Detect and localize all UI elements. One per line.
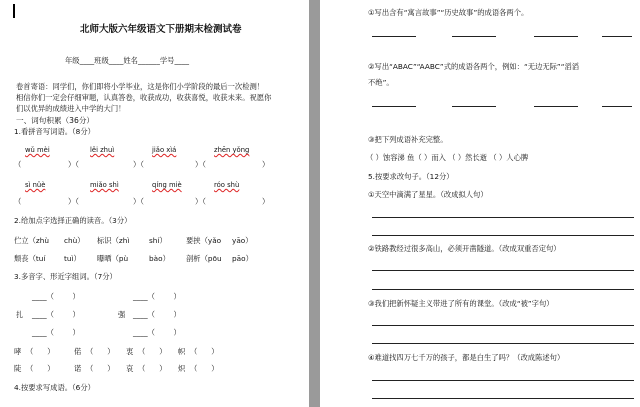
sentence-task-4: ④难道找四万七千万的孩子，都是白生了吗？（改成陈述句） — [368, 353, 565, 362]
item-complete-idioms: ③把下列成语补充完整。 — [368, 135, 448, 144]
answer-box: ） — [262, 197, 270, 206]
answer-box: （ ） — [190, 364, 219, 373]
answer-box: （ ） — [86, 364, 115, 373]
answer-box: （ ） — [26, 347, 55, 356]
left-page — [0, 0, 309, 407]
answer-line — [602, 106, 632, 107]
answer-line — [372, 270, 634, 271]
answer-box: （ ） — [190, 347, 219, 356]
reading-item: 颓丧（tuí — [14, 254, 46, 263]
student-info-line: 年级____班级____姓名______学号____ — [65, 56, 190, 65]
reading-item: bào） — [149, 254, 170, 263]
question-3-heading: 3.多音字、形近字组词。（7分） — [14, 272, 117, 281]
polyphone-char: 扎 — [16, 310, 24, 319]
answer-box: （ ） — [138, 347, 167, 356]
sentence-task-1: ①天空中滴满了星星。（改成拟人句） — [368, 190, 488, 199]
reading-item: 伫立（zhù — [14, 236, 49, 245]
pinyin-6: miǎo shì — [90, 181, 119, 189]
reading-item: 要挟（yǎo — [186, 236, 222, 245]
pinyin-8: róo shù — [214, 181, 240, 189]
pinyin-1: wǔ mèi — [25, 146, 50, 154]
pinyin-7: qíng miè — [152, 181, 182, 189]
similar-char: 帜 — [178, 347, 186, 356]
sentence-task-3: ③我们把新怀疑主义带进了所有的课堂。（改成“被”字句） — [368, 299, 554, 308]
pinyin-4: zhēn yǒng — [214, 146, 250, 154]
answer-line — [372, 36, 416, 37]
intro-line-3: 们以优异的成绩进入中学的大门！ — [16, 104, 126, 113]
answer-line — [372, 380, 634, 381]
answer-line — [452, 106, 496, 107]
pinyin-2: lěi zhuì — [90, 146, 115, 154]
answer-line — [372, 235, 634, 236]
item-idioms-pattern-cont: 不绝”。 — [368, 78, 394, 87]
text-cursor — [13, 4, 15, 18]
answer-line — [372, 217, 634, 218]
blank-row: ____（ ） — [32, 310, 80, 319]
question-4-heading: 4.按要求写成语。（6分） — [14, 383, 95, 392]
answer-box: ）（ — [195, 160, 206, 169]
blank-row: ____（ ） — [133, 310, 181, 319]
answer-line — [372, 343, 634, 344]
sentence-task-2: ②铁路教经过很多高山，必须开凿隧道。（改成双重否定句） — [368, 244, 561, 253]
reading-item: tuì） — [64, 254, 81, 263]
page-title: 北师大版六年级语文下册期末检测试卷 — [80, 24, 242, 35]
intro-line-2: 相信你们一定会仔细审题，认真答卷，收获成功，收获喜悦，收获未来。祝愿你 — [16, 93, 272, 102]
answer-box: ）（ — [195, 197, 206, 206]
blank-row: ____（ ） — [133, 328, 181, 337]
answer-line — [534, 106, 578, 107]
question-2-heading: 2.给加点字选择正确的读音。（3分） — [14, 216, 132, 225]
answer-line — [602, 36, 632, 37]
reading-item: yāo） — [232, 236, 253, 245]
answer-box: ）（ — [133, 197, 144, 206]
answer-box: ） — [262, 160, 270, 169]
idiom-blanks: （ ）蚀容涕 鱼（ ）而入 （ ）然长逝 （ ）人心脾 — [366, 153, 529, 162]
pinyin-3: jiǎo xìá — [152, 146, 177, 154]
right-page — [320, 0, 640, 407]
answer-box: ）（ — [68, 197, 79, 206]
answer-line — [372, 289, 634, 290]
answer-line — [372, 325, 634, 326]
answer-box: （ ） — [86, 347, 115, 356]
answer-box: ）（ — [133, 160, 144, 169]
answer-line — [372, 106, 416, 107]
answer-box: （ — [14, 160, 22, 169]
reading-item: 曝晒（pù — [97, 254, 129, 263]
question-1-heading: 1.看拼音写词语。（8分） — [14, 127, 95, 136]
similar-char: 炽 — [178, 364, 186, 373]
similar-char: 偌 — [74, 347, 82, 356]
pinyin-5: sì nüè — [25, 181, 46, 189]
similar-char: 陡 — [14, 364, 22, 373]
reading-item: 剖析（pōu — [186, 254, 222, 263]
similar-char: 哮 — [14, 347, 22, 356]
answer-box: ）（ — [68, 160, 79, 169]
answer-box: （ ） — [138, 364, 167, 373]
blank-row: ____（ ） — [32, 328, 80, 337]
section-heading-1: 一、词句积累（36分） — [16, 116, 95, 125]
similar-char: 诺 — [74, 364, 82, 373]
item-idioms-pattern: ②写出“ABAC”“AABC”式的成语各两个，例如：“无边无际”“滔滔 — [368, 62, 580, 71]
answer-line — [372, 398, 634, 399]
similar-char: 衷 — [126, 347, 134, 356]
question-5-heading: 5.按要求改句子。（12分） — [368, 172, 454, 181]
blank-row: ____（ ） — [133, 292, 181, 301]
intro-line-1: 卷首寄语：同学们，你们即将小学毕业，这是你们小学阶段的最后一次检测！ — [16, 82, 265, 91]
reading-item: pāo） — [232, 254, 253, 263]
item-idioms-stories: ①写出含有“寓言故事”“历史故事”的成语各两个。 — [368, 8, 529, 17]
answer-box: （ ） — [26, 364, 55, 373]
polyphone-char: 强 — [118, 310, 126, 319]
answer-line — [452, 36, 496, 37]
answer-line — [534, 36, 578, 37]
blank-row: ____（ ） — [32, 292, 80, 301]
page-gap — [309, 0, 320, 407]
similar-char: 哀 — [126, 364, 134, 373]
reading-item: shí） — [149, 236, 167, 245]
reading-item: chù） — [64, 236, 85, 245]
reading-item: 标识（zhì — [97, 236, 130, 245]
answer-box: （ — [14, 197, 22, 206]
